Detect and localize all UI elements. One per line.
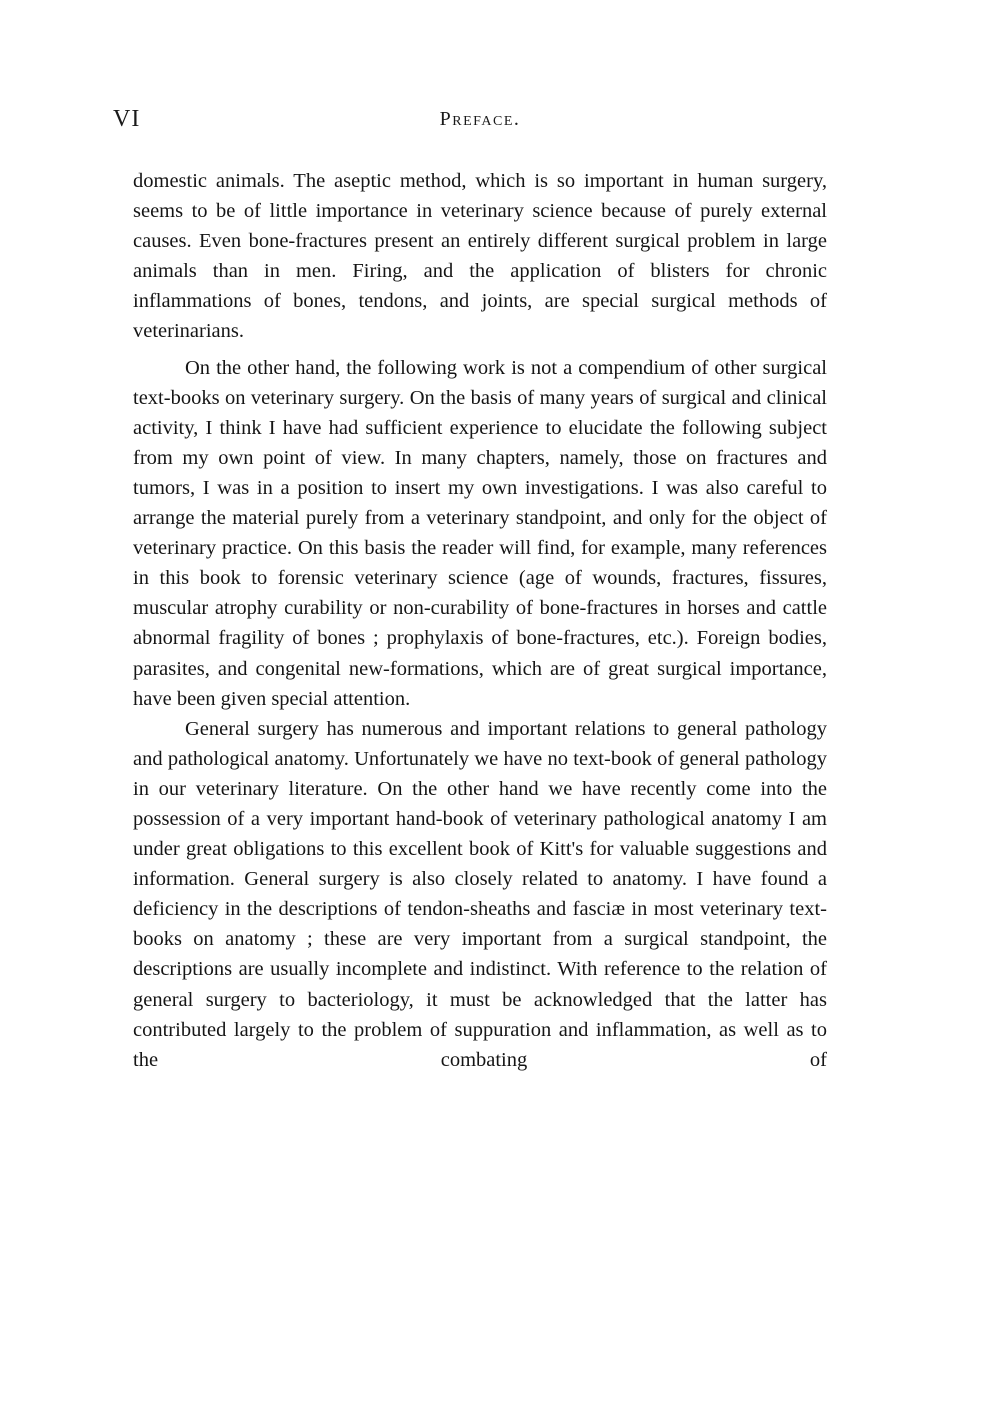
paragraph-2: On the other hand, the following work is not a compendium of other surgical text-books on veterinary surgery. On the basis of many years of surgical and clinical activity, I think I have had sufficient experience to elucidate the following subject from my own point of view. In many chapters, namely, those on fractures and tumors, I was in a position to insert my own investigations. I was also careful to arrange the material purely from a veterinary standpoint, and only for the object of veterinary practice. On this basis the reader will find, for example, many references in this book to forensic veterinary science (age of wounds, fractures, fissures, muscular atrophy curability or non-curability of bone-fractures in horses and cattle abnormal fragility of bones ; prophylaxis of bone-fractures, etc.). Foreign bodies, parasites, and congenital new-formations, which are of great surgical importance, have been given special attention. [133,356,827,710]
body-text [133,166,827,1075]
paragraph-1: domestic animals. The aseptic method, which is so important in human surgery, seems to be of little importance in veterinary science because of purely external causes. Even bone-fractures present an entirely different surgical problem in large animals than in men. Firing, and the application of blisters for chronic inflammations of bones, tendons, and joints, are special surgical methods of veterinarians. [133,170,827,343]
page-number: VI [113,106,141,132]
page-title: Preface. [439,108,521,130]
paragraph-3: General surgery has numerous and important relations to general pathology and pathological anatomy. Unfortunately we have no text-book of general pathology in our veterinary literature. On the other hand we have recently come into the possession of a very important hand-book of veterinary pathological anatomy I am under great obligations to this excellent book of Kitt's for valuable suggestions and information. General surgery is also closely related to anatomy. I have found a deficiency in the descriptions of tendon-sheaths and fasciæ in most veterinary text-books on anatomy ; these are very important from a surgical standpoint, the descriptions are usually incomplete and indistinct. With reference to the relation of general surgery to bacteriology, it must be acknowledged that the latter has contributed largely to the problem of suppuration and inflammation, as well as to the combating of [133,717,827,1071]
running-head [113,106,827,142]
